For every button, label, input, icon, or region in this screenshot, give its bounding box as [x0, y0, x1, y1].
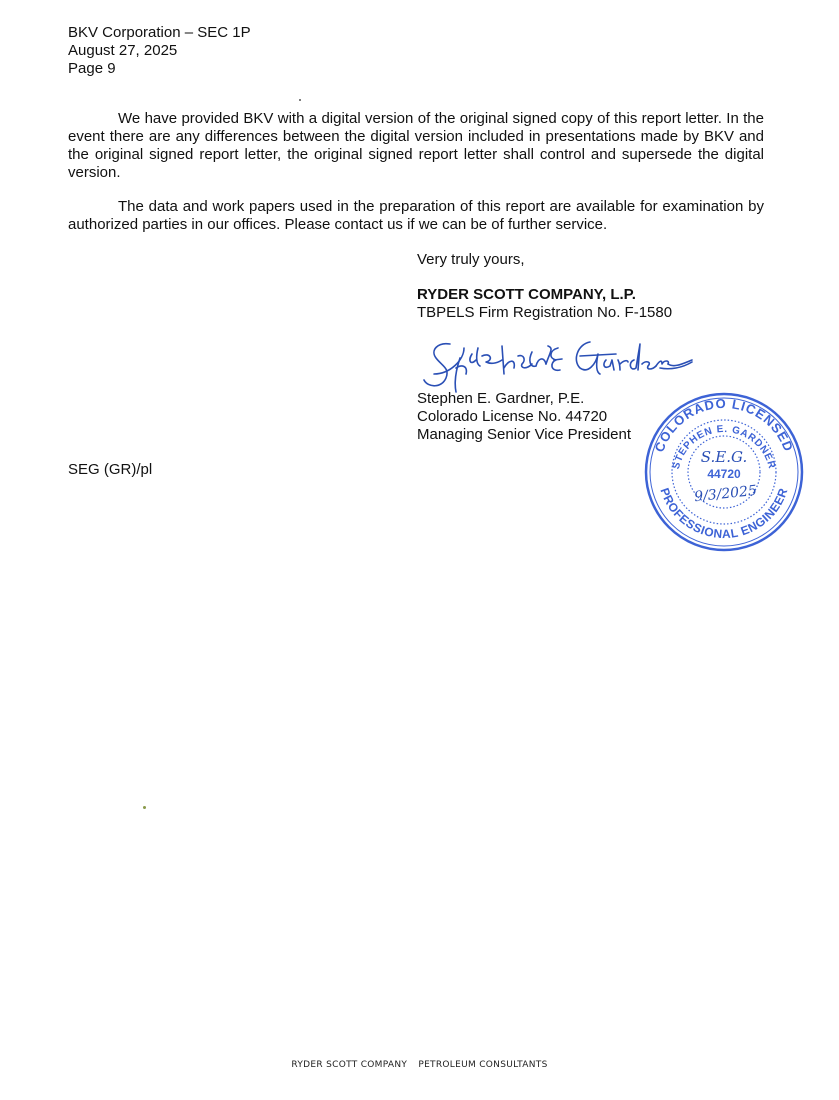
seal-signed-date: 9/3/2025: [693, 482, 758, 506]
company-name: RYDER SCOTT COMPANY, L.P.: [417, 286, 636, 303]
seal-license-number: 44720: [707, 467, 741, 481]
footer-company: RYDER SCOTT COMPANY: [291, 1060, 408, 1070]
header-company-line: BKV Corporation – SEC 1P: [68, 24, 251, 41]
signer-license: Colorado License No. 44720: [417, 408, 608, 425]
seal-bottom-arc: PROFESSIONAL ENGINEER: [657, 486, 791, 542]
paragraph-work-papers: [68, 198, 764, 234]
paragraph-digital-version-text: We have provided BKV with a digital version of the original signed copy of this report letter. In the event there are any differences between the digital version included in presentations made by BKV and the original signed report letter, the original signed report letter shall control and supersede the digital version.: [68, 110, 764, 181]
company-block: [417, 286, 672, 322]
professional-engineer-seal: [644, 392, 804, 552]
reference-initials: SEG (GR)/pl: [68, 461, 153, 478]
signer-block: [417, 390, 631, 444]
scan-speck: [143, 806, 146, 809]
firm-registration: TBPELS Firm Registration No. F-1580: [417, 304, 673, 321]
paragraph-work-papers-text: The data and work papers used in the preparation of this report are available for examination by authorized parties in our offices. Please contact us if we can be of further service.: [68, 198, 764, 233]
seal-handwritten-initials: S.E.G.: [700, 448, 748, 466]
seal-top-arc: COLORADO LICENSED: [651, 395, 797, 455]
footer-tagline: PETROLEUM CONSULTANTS: [418, 1060, 548, 1070]
scan-speck: [299, 99, 301, 101]
signer-name: Stephen E. Gardner, P.E.: [417, 390, 585, 407]
seal-inner-arc: STEPHEN E. GARDNER: [670, 423, 778, 471]
closing-salutation: Very truly yours,: [417, 251, 525, 268]
page-footer: [0, 1060, 839, 1070]
header-page-number: Page 9: [68, 60, 116, 77]
header-date: August 27, 2025: [68, 42, 178, 59]
svg-text:COLORADO LICENSED: [652, 396, 797, 454]
letter-header: [68, 24, 251, 78]
paragraph-digital-version: [68, 110, 764, 182]
signer-title: Managing Senior Vice President: [417, 426, 632, 443]
